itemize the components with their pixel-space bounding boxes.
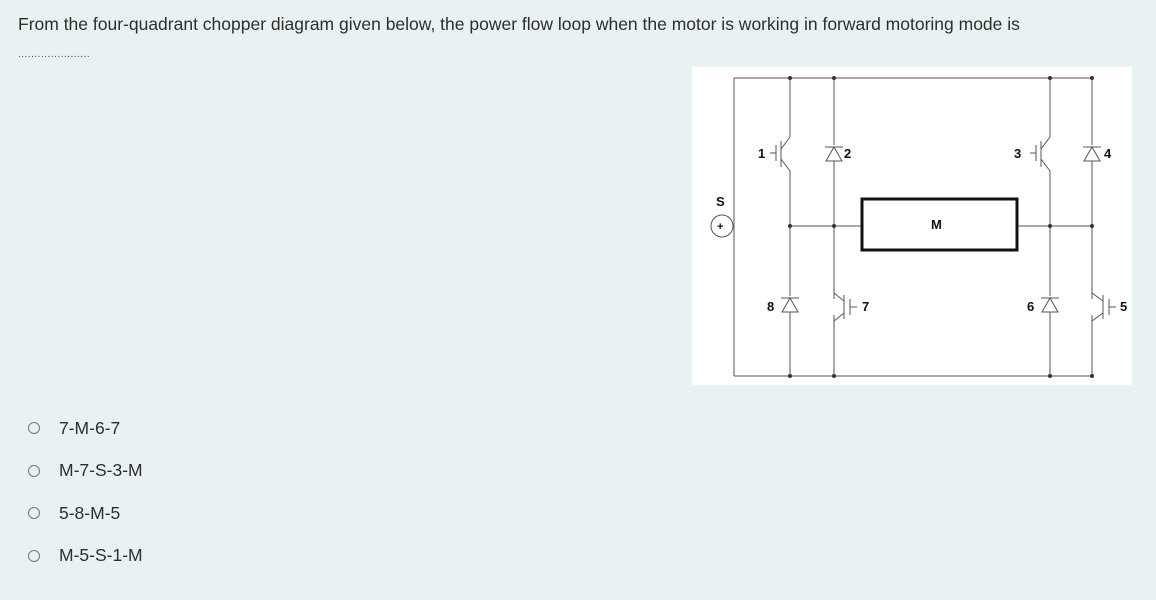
switch-3-label: 3 — [1014, 146, 1022, 161]
answer-options — [28, 416, 143, 586]
radio-button[interactable] — [28, 550, 40, 562]
switch-5-label: 5 — [1120, 299, 1128, 314]
radio-button[interactable] — [28, 507, 40, 519]
option-label: 5-8-M-5 — [59, 502, 121, 523]
radio-button[interactable] — [28, 465, 40, 477]
option-label: 7-M-6-7 — [59, 417, 121, 438]
diode-2-label: 2 — [844, 146, 852, 161]
diode-4-label: 4 — [1104, 146, 1112, 161]
source-label: S — [716, 194, 725, 209]
option-label: M-7-S-3-M — [59, 460, 143, 480]
chopper-circuit — [692, 67, 1132, 385]
motor-label: M — [931, 217, 942, 232]
option-3[interactable] — [28, 501, 143, 525]
question-text: From the four-quadrant chopper diagram given below, the power flow loop when the motor is working in forward motoring mode is — [18, 14, 1020, 34]
radio-button[interactable] — [28, 422, 40, 434]
option-2[interactable] — [28, 459, 143, 483]
answer-blank: ...................... — [18, 49, 91, 60]
diode-8-label: 8 — [767, 299, 775, 314]
option-label: M-5-S-1-M — [59, 545, 143, 565]
chopper-diagram — [692, 67, 1132, 385]
source-sign: + — [717, 221, 724, 233]
switch-1-label: 1 — [758, 146, 766, 161]
diode-6-label: 6 — [1027, 299, 1035, 314]
option-1[interactable] — [28, 416, 143, 440]
option-4[interactable] — [28, 544, 143, 568]
switch-7-label: 7 — [862, 299, 870, 314]
